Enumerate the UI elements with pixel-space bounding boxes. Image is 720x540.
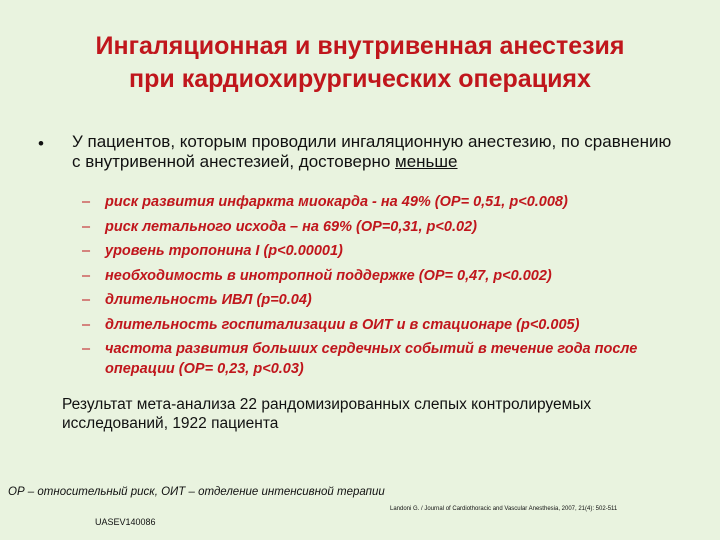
dash-marker: – [82,194,91,210]
dash-marker: – [82,316,91,333]
intro-text: У пациентов, которым проводили ингаляционную анестезию, по сравнению с внутривенной анестезией, достоверно [72,132,672,171]
finding-item [82,241,682,261]
finding-list [82,192,682,384]
dash-marker: – [82,218,91,235]
finding-item [82,217,682,237]
finding-text: риск развития инфаркта миокарда - на 49% (ОР= 0,51, p<0.008) [105,194,568,210]
citation-reference: Landoni G. / Journal of Cardiothoracic and Vascular Anesthesia, 2007, 21(4): 502-511 [390,506,618,512]
finding-item [82,266,682,286]
finding-item [82,315,682,335]
slide-title [0,30,720,96]
finding-item [82,339,682,379]
finding-text: риск летального исхода – на 69% (ОР=0,31, p<0.02) [105,218,477,235]
dash-marker: – [82,267,91,284]
bullet-marker: • [38,134,44,153]
finding-text: длительность ИВЛ (p=0.04) [105,292,312,308]
document-code: UASEV140086 [95,517,156,527]
dash-marker: – [82,292,91,308]
finding-text: необходимость в инотропной поддержке (ОР= 0,47, p<0.002) [105,267,552,284]
intro-paragraph [72,132,682,172]
dash-marker: – [82,341,91,357]
result-paragraph: Результат мета-анализа 22 рандомизированных слепых контролируемых исследований, 1922 пациента [62,396,592,432]
finding-item [82,290,682,310]
intro-underlined-word: меньше [395,152,458,171]
dash-marker: – [82,243,91,259]
abbreviation-footnote: ОР – относительный риск, ОИТ – отделение интенсивной терапии [8,486,385,498]
finding-item [82,192,682,212]
title-line-2: при кардиохирургических операциях [129,65,591,93]
finding-text: длительность госпитализации в ОИТ и в стационаре (p<0.005) [105,316,580,333]
finding-text: частота развития больших сердечных событий в течение года после операции (ОР= 0,23, p<0.03) [105,341,638,377]
finding-text: уровень тропонина I (p<0.00001) [105,243,343,259]
title-line-1: Ингаляционная и внутривенная анестезия [95,32,625,60]
